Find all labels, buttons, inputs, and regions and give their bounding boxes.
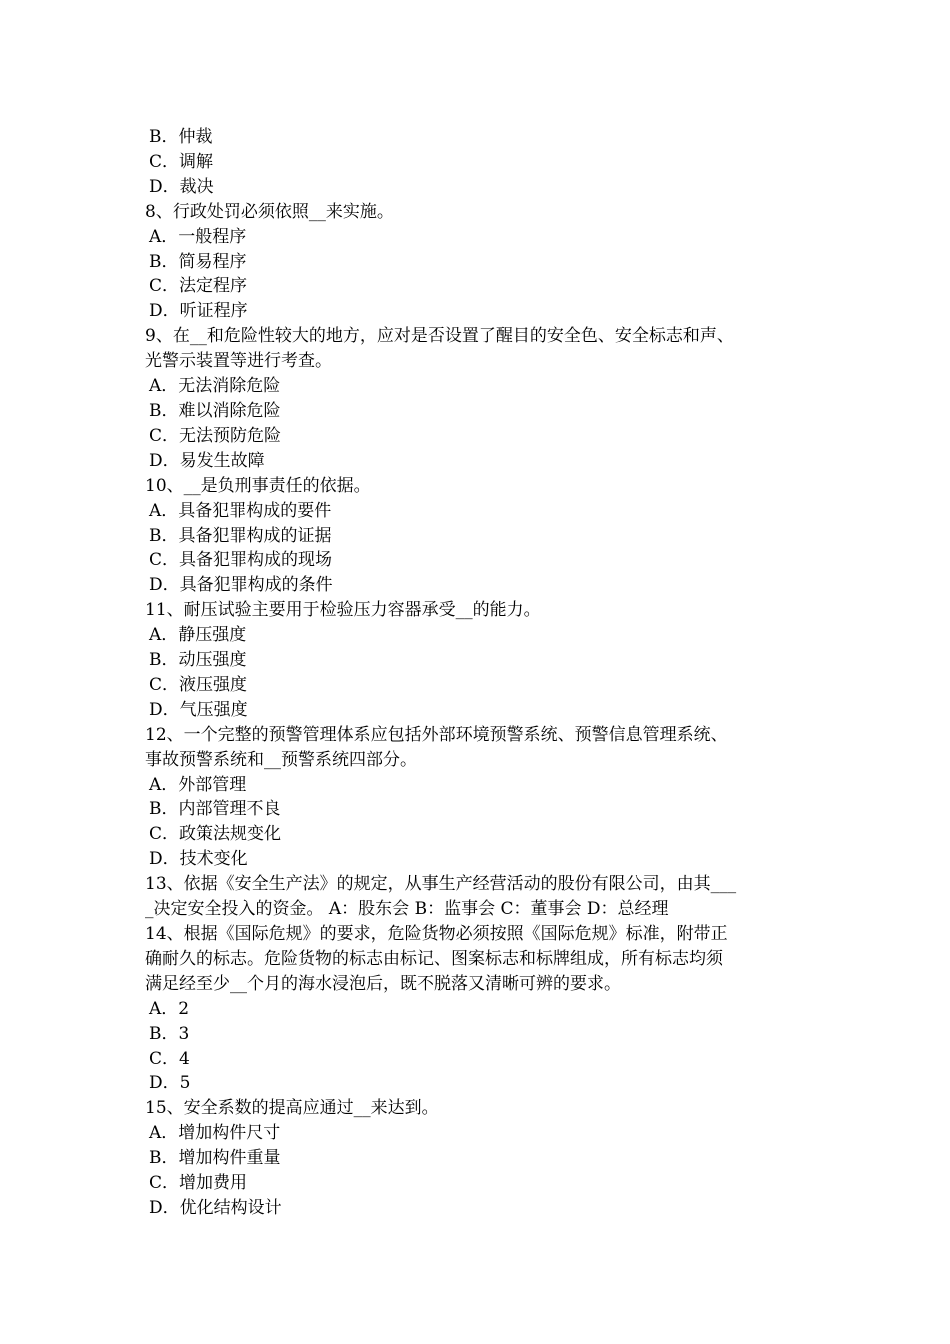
answer-option-line: B．3 (149, 1023, 190, 1044)
answer-option-line: C．4 (149, 1048, 190, 1069)
answer-option-line: C．无法预防危险 (149, 425, 282, 446)
answer-option-line: C．增加费用 (149, 1173, 248, 1194)
answer-option-line: D．听证程序 (149, 301, 248, 322)
question-text-line: 11、耐压试验主要用于检验压力容器承受__的能力。 (145, 600, 541, 621)
answer-option-line: B．简易程序 (149, 251, 247, 272)
answer-option-line: A．2 (149, 998, 190, 1019)
question-text-line: 事故预警系统和__预警系统四部分。 (145, 749, 417, 770)
answer-option-line: A．静压强度 (149, 625, 247, 646)
question-text-line: 13、依据《安全生产法》的规定，从事生产经营活动的股份有限公司，由其___ (145, 874, 737, 895)
document-body (145, 125, 810, 1221)
question-text-line: 8、行政处罚必须依照__来实施。 (145, 201, 394, 222)
answer-option-line: C．法定程序 (149, 276, 248, 297)
answer-option-line: D．具备犯罪构成的条件 (149, 575, 333, 596)
question-text-line: 12、一个完整的预警管理体系应包括外部环境预警系统、预警信息管理系统、 (145, 724, 728, 745)
question-text-line: 14、根据《国际危规》的要求，危险货物必须按照《国际危规》标准，附带正 (145, 924, 728, 944)
question-text-line: 15、安全系数的提高应通过__来达到。 (145, 1098, 439, 1119)
answer-option-line: D．裁决 (149, 176, 214, 197)
answer-option-line: B．动压强度 (149, 650, 247, 671)
answer-option-line: A．外部管理 (149, 774, 247, 795)
answer-option-line: A．具备犯罪构成的要件 (149, 500, 332, 521)
question-text-line: 确耐久的标志。危险货物的标志由标记、图案标志和标牌组成，所有标志均须 (145, 948, 723, 969)
answer-option-line: B．增加构件重量 (149, 1148, 281, 1169)
question-text-line: 满足经至少__个月的海水浸泡后，既不脱落又清晰可辨的要求。 (145, 973, 621, 994)
answer-option-line: A．无法消除危险 (149, 376, 281, 397)
answer-option-line: C．调解 (149, 151, 214, 172)
answer-option-line: C．政策法规变化 (149, 824, 282, 845)
answer-option-line: A．增加构件尺寸 (149, 1123, 281, 1144)
answer-option-line: D．技术变化 (149, 849, 248, 870)
answer-option-line: D．优化结构设计 (149, 1197, 282, 1218)
answer-option-line: C．液压强度 (149, 674, 248, 695)
answer-option-line: B．仲裁 (149, 127, 213, 147)
answer-option-line: A．一般程序 (149, 226, 247, 247)
question-text-line: 10、__是负刑事责任的依据。 (145, 475, 371, 496)
answer-option-line: C．具备犯罪构成的现场 (149, 550, 333, 571)
question-text-line: _决定安全投入的资金。 A：股东会 B：监事会 C：董事会 D：总经理 (145, 899, 669, 920)
answer-option-line: B．内部管理不良 (149, 799, 281, 820)
question-text-line: 9、在__和危险性较大的地方，应对是否设置了醒目的安全色、安全标志和声、 (145, 326, 734, 347)
answer-option-line: B．难以消除危险 (149, 400, 281, 421)
answer-option-line: D．易发生故障 (149, 450, 265, 471)
answer-option-line: D．5 (149, 1073, 191, 1094)
question-text-line: 光警示装置等进行考查。 (145, 351, 332, 372)
answer-option-line: D．气压强度 (149, 699, 248, 720)
answer-option-line: B．具备犯罪构成的证据 (149, 525, 332, 546)
